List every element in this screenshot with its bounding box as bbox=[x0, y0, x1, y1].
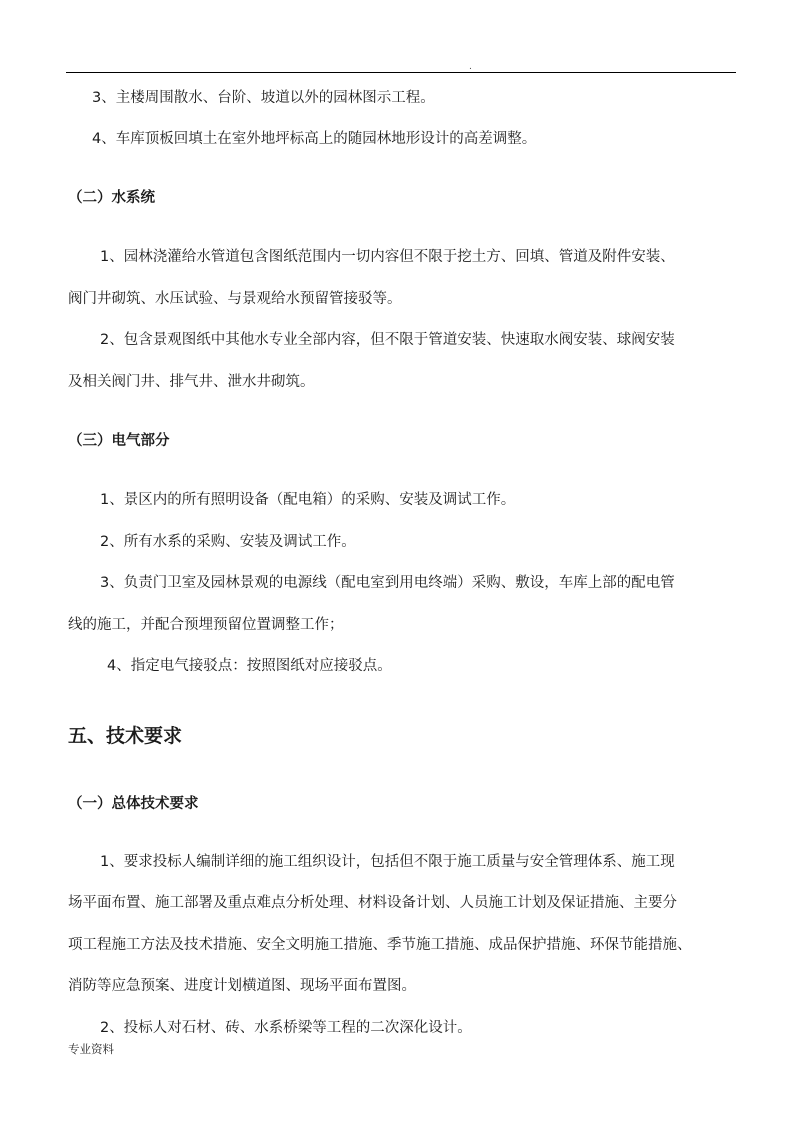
paragraph: 3、主楼周围散水、台阶、坡道以外的园林图示工程。 bbox=[92, 90, 435, 106]
paragraph-continuation: 及相关阀门井、排气井、泄水井砌筑。 bbox=[68, 374, 315, 390]
paragraph-continuation: 场平面布置、施工部署及重点难点分析处理、材料设备计划、人员施工计划及保证措施、主要分 bbox=[68, 895, 677, 911]
paragraph-continuation: 消防等应急预案、进度计划横道图、现场平面布置图。 bbox=[68, 978, 416, 994]
section-heading-water: （二）水系统 bbox=[68, 190, 155, 206]
paragraph-continuation: 阀门井砌筑、水压试验、与景观给水预留管接驳等。 bbox=[68, 291, 402, 307]
footer-label: 专业资料 bbox=[68, 1042, 114, 1056]
paragraph: 1、园林浇灌给水管道包含图纸范围内一切内容但不限于挖土方、回填、管道及附件安装、 bbox=[100, 249, 675, 265]
paragraph: 2、所有水系的采购、安装及调试工作。 bbox=[100, 534, 356, 550]
paragraph: 4、指定电气接驳点：按照图纸对应接驳点。 bbox=[107, 658, 392, 674]
paragraph: 1、景区内的所有照明设备（配电箱）的采购、安装及调试工作。 bbox=[100, 492, 516, 508]
paragraph: 4、车库顶板回填土在室外地坪标高上的随园林地形设计的高差调整。 bbox=[92, 131, 537, 147]
paragraph: 3、负责门卫室及园林景观的电源线（配电室到用电终端）采购、敷设，车库上部的配电管 bbox=[100, 575, 675, 591]
paragraph-continuation: 线的施工，并配合预埋预留位置调整工作； bbox=[68, 617, 344, 633]
chapter-heading-technical: 五、技术要求 bbox=[68, 725, 183, 747]
section-heading-general: （一）总体技术要求 bbox=[68, 796, 199, 812]
header-mark: . bbox=[469, 62, 472, 72]
paragraph: 2、包含景观图纸中其他水专业全部内容，但不限于管道安装、快速取水阀安装、球阀安装 bbox=[100, 332, 675, 348]
paragraph-continuation: 项工程施工方法及技术措施、安全文明施工措施、季节施工措施、成品保护措施、环保节能措施、 bbox=[68, 937, 692, 953]
header-rule bbox=[66, 72, 736, 73]
section-heading-electrical: （三）电气部分 bbox=[68, 433, 170, 449]
paragraph: 2、投标人对石材、砖、水系桥梁等工程的二次深化设计。 bbox=[100, 1020, 472, 1036]
paragraph: 1、要求投标人编制详细的施工组织设计，包括但不限于施工质量与安全管理体系、施工现 bbox=[100, 854, 675, 870]
